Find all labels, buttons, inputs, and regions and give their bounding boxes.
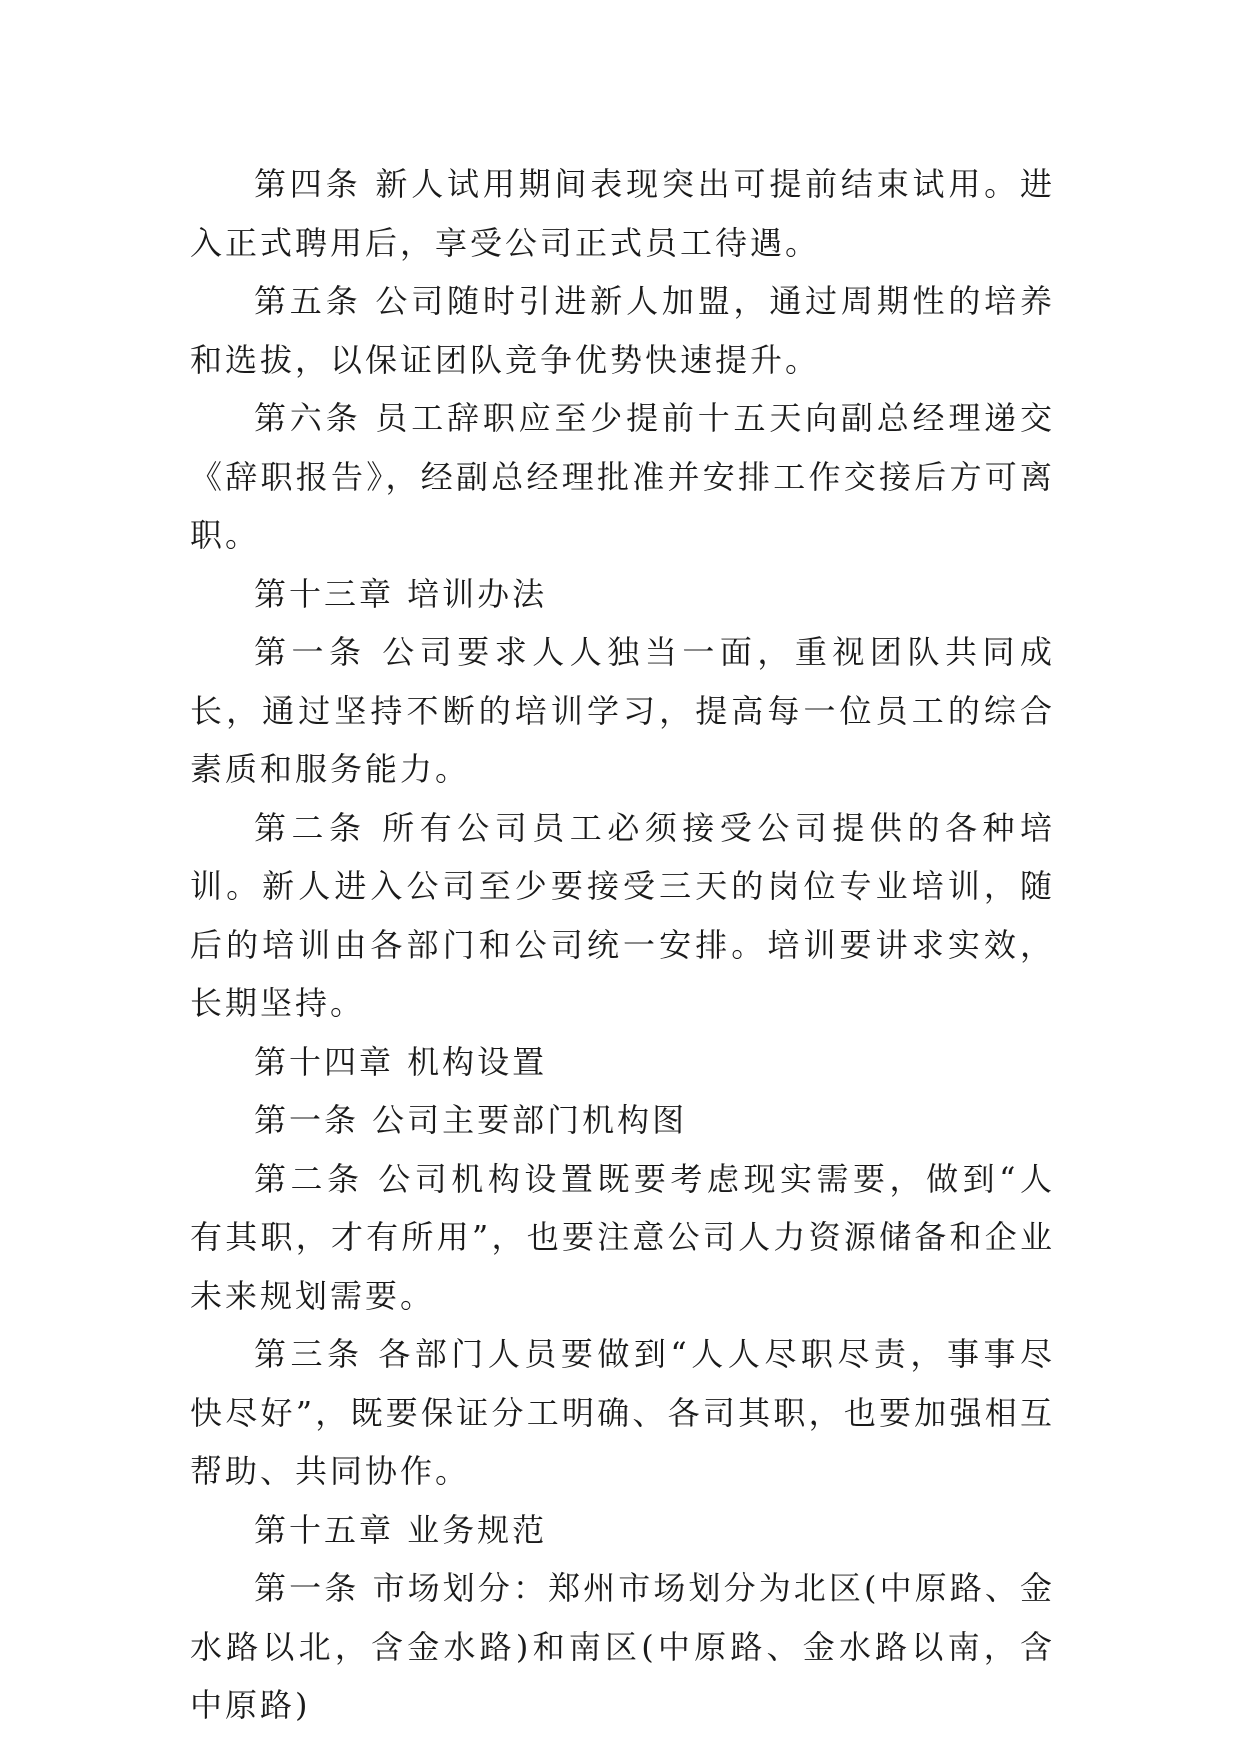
paragraph-ch13-article-2: 第二条 所有公司员工必须接受公司提供的各种培训。新人进入公司至少要接受三天的岗位专业培训，随后的培训由各部门和公司统一安排。培训要讲求实效，长期坚持。 bbox=[190, 808, 1055, 1022]
paragraph-article-5: 第五条 公司随时引进新人加盟，通过周期性的培养和选拔，以保证团队竞争优势快速提升。 bbox=[190, 282, 1055, 379]
chapter-heading-13: 第十三章 培训办法 bbox=[254, 574, 548, 613]
chapter-heading-14: 第十四章 机构设置 bbox=[254, 1042, 548, 1081]
document-body bbox=[190, 155, 1055, 1735]
paragraph-ch14-article-1: 第一条 公司主要部门机构图 bbox=[254, 1101, 688, 1139]
paragraph-ch15-article-1: 第一条 市场划分：郑州市场划分为北区(中原路、金水路以北，含金水路)和南区(中原路、金水路以南，含中原路) bbox=[190, 1569, 1055, 1724]
paragraph-ch13-article-1: 第一条 公司要求人人独当一面，重视团队共同成长，通过坚持不断的培训学习，提高每一位员工的综合素质和服务能力。 bbox=[190, 633, 1055, 788]
paragraph-ch14-article-3: 第三条 各部门人员要做到“人人尽职尽责，事事尽快尽好”，既要保证分工明确、各司其职，也要加强相互帮助、共同协作。 bbox=[190, 1335, 1055, 1490]
paragraph-ch14-article-2: 第二条 公司机构设置既要考虑现实需要，做到“人有其职，才有所用”，也要注意公司人力资源储备和企业未来规划需要。 bbox=[190, 1159, 1055, 1315]
paragraph-article-4: 第四条 新人试用期间表现突出可提前结束试用。进入正式聘用后，享受公司正式员工待遇。 bbox=[190, 165, 1055, 262]
chapter-heading-15: 第十五章 业务规范 bbox=[254, 1510, 548, 1549]
paragraph-article-6: 第六条 员工辞职应至少提前十五天向副总经理递交《辞职报告》，经副总经理批准并安排工作交接后方可离职。 bbox=[190, 399, 1055, 554]
